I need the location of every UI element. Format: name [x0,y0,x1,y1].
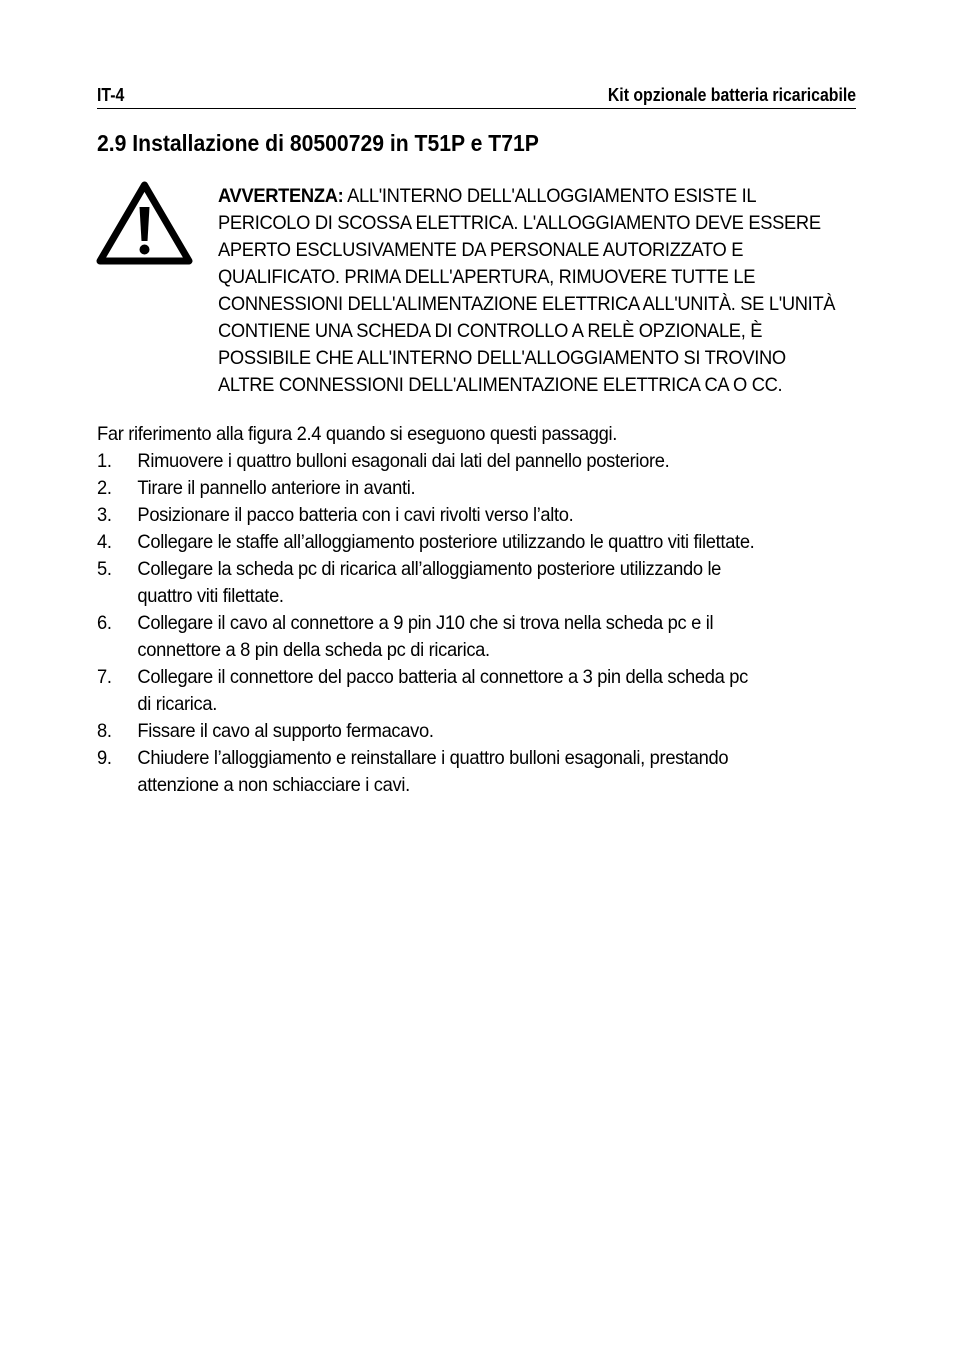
step-number: 4. [97,531,112,553]
warning-triangle-icon [96,181,193,265]
step-text: Posizionare il pacco batteria con i cavi rivolti verso l’alto. [137,504,574,526]
warning-line: AVVERTENZA: ALL'INTERNO DELL'ALLOGGIAMENTO ESISTE IL [218,185,757,207]
step-number: 7. [97,666,112,688]
page-number: IT-4 [97,85,125,105]
list-item [97,448,849,475]
list-item [97,745,849,799]
warning-line: PERICOLO DI SCOSSA ELETTRICA. L'ALLOGGIAMENTO DEVE ESSERE [218,212,821,234]
list-item [97,610,849,664]
steps-list [97,448,849,799]
list-item [97,556,849,610]
step-text: Collegare la scheda pc di ricarica all’alloggiamento posteriore utilizzando le [137,558,722,580]
warning-line: POSSIBILE CHE ALL'INTERNO DELL'ALLOGGIAMENTO SI TROVINO [218,347,786,369]
step-text: Tirare il pannello anteriore in avanti. [137,477,416,499]
page-header [97,84,856,109]
warning-label: AVVERTENZA: [218,185,344,207]
step-number: 3. [97,504,112,526]
step-text: attenzione a non schiacciare i cavi. [137,774,410,796]
step-text: Fissare il cavo al supporto fermacavo. [137,720,434,742]
step-text: connettore a 8 pin della scheda pc di ricarica. [137,639,490,661]
step-text: Collegare le staffe all’alloggiamento posteriore utilizzando le quattro viti filettate. [137,531,755,553]
warning-line: ALTRE CONNESSIONI DELL'ALIMENTAZIONE ELETTRICA CA O CC. [218,374,783,396]
warning-block [218,183,838,399]
step-text: di ricarica. [137,693,217,715]
list-item [97,664,849,718]
warning-line: APERTO ESCLUSIVAMENTE DA PERSONALE AUTORIZZATO E [218,239,744,261]
step-number: 8. [97,720,112,742]
step-text: quattro viti filettate. [137,585,284,607]
warning-line: QUALIFICATO. PRIMA DELL'APERTURA, RIMUOVERE TUTTE LE [218,266,756,288]
warning-line: CONNESSIONI DELL'ALIMENTAZIONE ELETTRICA ALL'UNITÀ. SE L'UNITÀ [218,293,836,315]
step-number: 5. [97,558,112,580]
list-item [97,718,849,745]
step-number: 6. [97,612,112,634]
running-title: Kit opzionale batteria ricaricabile [607,85,856,105]
step-text: Rimuovere i quattro bulloni esagonali dai lati del pannello posteriore. [137,450,670,472]
list-item [97,475,849,502]
list-item [97,529,849,556]
step-text: Chiudere l’alloggiamento e reinstallare i quattro bulloni esagonali, prestando [137,747,729,769]
step-number: 2. [97,477,112,499]
step-text: Collegare il cavo al connettore a 9 pin J10 che si trova nella scheda pc e il [137,612,714,634]
step-text: Collegare il connettore del pacco batteria al connettore a 3 pin della scheda pc [137,666,748,688]
warning-line: CONTIENE UNA SCHEDA DI CONTROLLO A RELÈ OPZIONALE, È [218,320,763,342]
section-title: 2.9 Installazione di 80500729 in T51P e T71P [97,130,539,156]
intro-paragraph: Far riferimento alla figura 2.4 quando si eseguono questi passaggi. [97,423,618,445]
list-item [97,502,849,529]
step-number: 9. [97,747,112,769]
step-number: 1. [97,450,112,472]
